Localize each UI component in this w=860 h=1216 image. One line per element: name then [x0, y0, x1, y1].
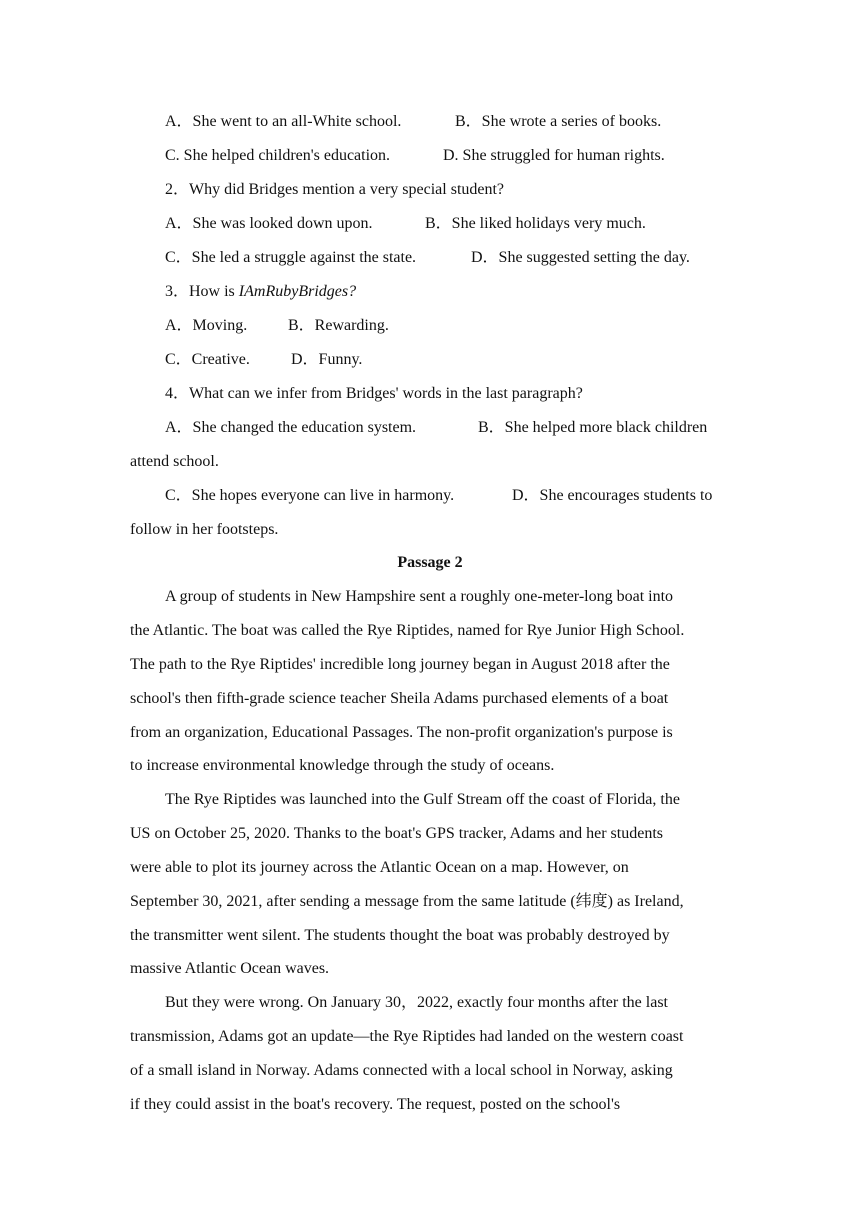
- p1-line-3: The path to the Rye Riptides' incredible long journey began in August 2018 after the: [130, 656, 670, 673]
- q4-option-d-line2: follow in her footsteps.: [130, 521, 279, 538]
- p1-line-1: A group of students in New Hampshire sent a roughly one-meter-long boat into: [165, 588, 674, 605]
- q2-option-b: B．She liked holidays very much.: [425, 215, 646, 232]
- q1-option-d: D. She struggled for human rights.: [443, 147, 665, 164]
- q3-stem-prefix: 3．How is: [165, 283, 239, 300]
- q2-option-d: D．She suggested setting the day.: [471, 249, 690, 266]
- q3-option-d: D．Funny.: [291, 351, 363, 368]
- q3-option-b: B．Rewarding.: [288, 317, 389, 334]
- q4-option-b-line2: attend school.: [130, 453, 219, 470]
- q3-option-a: A．Moving.: [165, 317, 248, 334]
- q4-option-a: A．She changed the education system.: [165, 419, 417, 436]
- q4-option-b-line1: B．She helped more black children: [478, 419, 708, 436]
- passage-title: Passage 2: [397, 554, 463, 571]
- p1-line-5: from an organization, Educational Passages. The non-profit organization's purpose is: [130, 724, 673, 741]
- p2-line-2: US on October 25, 2020. Thanks to the boat's GPS tracker, Adams and her students: [130, 825, 663, 842]
- p2-line-1: The Rye Riptides was launched into the Gulf Stream off the coast of Florida, the: [165, 791, 680, 808]
- p1-line-4: school's then fifth-grade science teacher Sheila Adams purchased elements of a boat: [130, 690, 669, 707]
- q3-option-c: C．Creative.: [165, 351, 250, 368]
- q2-option-c: C．She led a struggle against the state.: [165, 249, 417, 266]
- p3-line-4: if they could assist in the boat's recovery. The request, posted on the school's: [130, 1096, 621, 1113]
- q4-option-c: C．She hopes everyone can live in harmony.: [165, 487, 455, 504]
- q1-option-a: A．She went to an all-White school.: [165, 113, 402, 130]
- q1-option-b: B．She wrote a series of books.: [455, 113, 662, 130]
- q2-stem: 2．Why did Bridges mention a very special student?: [165, 181, 505, 198]
- q1-option-c: C. She helped children's education.: [165, 147, 391, 164]
- p3-line-1: But they were wrong. On January 30，2022, exactly four months after the last: [165, 994, 668, 1011]
- p1-line-6: to increase environmental knowledge through the study of oceans.: [130, 757, 555, 774]
- p3-line-3: of a small island in Norway. Adams connected with a local school in Norway, asking: [130, 1062, 673, 1079]
- p1-line-2: the Atlantic. The boat was called the Rye Riptides, named for Rye Junior High School.: [130, 622, 685, 639]
- q4-stem: 4．What can we infer from Bridges' words in the last paragraph?: [165, 385, 583, 402]
- q2-option-a: A．She was looked down upon.: [165, 215, 373, 232]
- p3-line-2: transmission, Adams got an update—the Rye Riptides had landed on the western coast: [130, 1028, 684, 1045]
- p2-line-3: were able to plot its journey across the Atlantic Ocean on a map. However, on: [130, 859, 629, 876]
- q4-option-d-line1: D．She encourages students to: [512, 487, 713, 504]
- q3-stem: [165, 282, 356, 302]
- p2-line-5: the transmitter went silent. The students thought the boat was probably destroyed by: [130, 927, 670, 944]
- p2-line-4: September 30, 2021, after sending a message from the same latitude (纬度) as Ireland,: [130, 893, 684, 910]
- p2-line-6: massive Atlantic Ocean waves.: [130, 960, 330, 977]
- q3-stem-title: IAmRubyBridges?: [238, 283, 357, 300]
